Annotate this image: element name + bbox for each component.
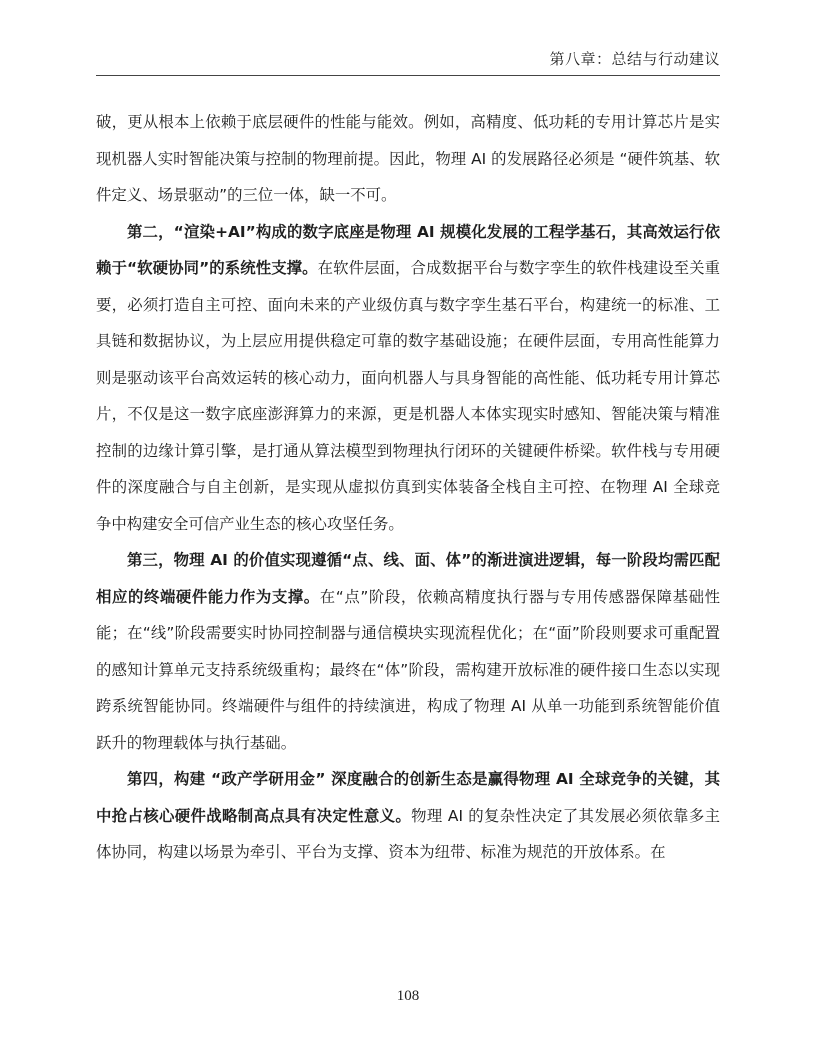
paragraph-2-text: 在软件层面，合成数据平台与数字孪生的软件栈建设至关重要，必须打造自主可控、面向未来的产业级仿真与数字孪生基石平台，构建统一的标准、工具链和数据协议，为上层应用提供稳定可靠的数字基础设施；在硬件层面，专用高性能算力则是驱动该平台高效运转的核心动力，面向机器人与具身智能的高性能、低功耗专用计算芯片，不仅是这一数字底座澎湃算力的来源，更是机器人本体实现实时感知、智能决策与精准控制的边缘计算引擎，是打通从算法模型到物理执行闭环的关键硬件桥梁。软件栈与专用硬件的深度融合与自主创新，是实现从虚拟仿真到实体装备全栈自主可控、在物理 AI 全球竞争中构建安全可信产业生态的核心攻坚任务。 — [96, 259, 720, 533]
body-content — [96, 104, 720, 871]
paragraph-continuation — [96, 104, 720, 214]
paragraph-third-point — [96, 542, 720, 761]
page-number: 108 — [396, 988, 420, 1004]
paragraph-fourth-point — [96, 761, 720, 871]
chapter-header: 第八章：总结与行动建议 — [549, 50, 720, 68]
paragraph-4-lead: 第四，构建 “政产学研用金” 深度融合的创新生态是赢得物理 AI 全球竞争的关键，其中抢占核心硬件战略制高点具有决定性意义。 — [96, 770, 720, 825]
paragraph-second-point — [96, 214, 720, 543]
header-divider — [96, 75, 720, 76]
paragraph-3-text: 在“点”阶段，依赖高精度执行器与专用传感器保障基础性能；在“线”阶段需要实时协同控制器与通信模块实现流程优化；在“面”阶段则要求可重配置的感知计算单元支持系统级重构；最终在“体”阶段，需构建开放标准的硬件接口生态以实现跨系统智能协同。终端硬件与组件的持续演进，构成了物理 AI 从单一功能到系统智能价值跃升的物理载体与执行基础。 — [96, 587, 720, 752]
paragraph-1-text: 破，更从根本上依赖于底层硬件的性能与能效。例如，高精度、低功耗的专用计算芯片是实现机器人实时智能决策与控制的物理前提。因此，物理 AI 的发展路径必须是 “硬件筑基、软件定义、场景驱动”的三位一体，缺一不可。 — [96, 113, 720, 204]
paragraph-4-text: 物理 AI 的复杂性决定了其发展必须依靠多主体协同，构建以场景为牵引、平台为支撑、资本为纽带、标准为规范的开放体系。在 — [96, 806, 720, 861]
paragraph-2-lead: 第二，“渲染+AI”构成的数字底座是物理 AI 规模化发展的工程学基石，其高效运行依赖于“软硬协同”的系统性支撑。 — [96, 222, 720, 277]
paragraph-3-lead: 第三，物理 AI 的价值实现遵循“点、线、面、体”的渐进演进逻辑，每一阶段均需匹配相应的终端硬件能力作为支撑。 — [96, 551, 720, 606]
